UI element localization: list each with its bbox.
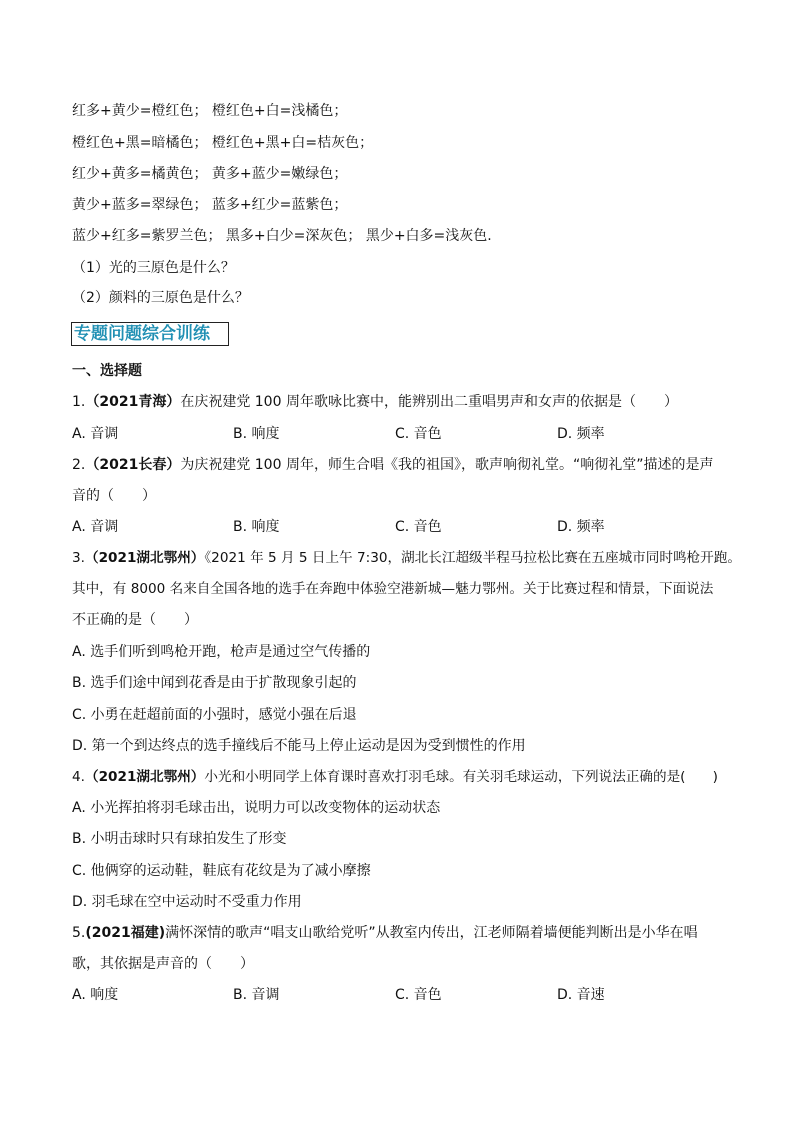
section-title-box: [71, 322, 229, 346]
q2-option-c: C. 音色: [395, 519, 442, 535]
q3-option-b: B. 选手们途中闻到花香是由于扩散现象引起的: [72, 675, 357, 691]
question-source: （2021长春）: [85, 457, 181, 473]
question-number: 4.: [72, 769, 85, 785]
q5-option-a: A. 响度: [72, 987, 119, 1003]
question-source: （2021湖北鄂州）: [84, 769, 205, 785]
q4-option-d: D. 羽毛球在空中运动时不受重力作用: [72, 894, 302, 910]
q1-option-d: D. 频率: [557, 426, 605, 442]
q5-option-c: C. 音色: [395, 987, 442, 1003]
question-text: 满怀深情的歌声“唱支山歌给党听”从教室内传出，江老师隔着墙便能判断出是小华在唱: [165, 925, 698, 941]
intro-line-3: 红少+黄多=橘黄色； 黄多+蓝少=嫩绿色；: [72, 166, 348, 182]
question-number: 2.: [72, 457, 86, 473]
question-source: （2021青海）: [85, 394, 181, 410]
question-number: 1.: [72, 394, 86, 410]
question-text: 在庆祝建党 100 周年歌咏比赛中，能辨别出二重唱男声和女声的依据是（ ）: [180, 394, 678, 410]
q1-option-c: C. 音色: [395, 426, 442, 442]
intro-question-1: （1）光的三原色是什么？: [72, 260, 235, 276]
q4-option-c: C. 他俩穿的运动鞋，鞋底有花纹是为了减小摩擦: [72, 863, 371, 879]
q2-option-a: A. 音调: [72, 519, 119, 535]
intro-question-2: （2）颜料的三原色是什么？: [72, 290, 249, 306]
q1-option-a: A. 音调: [72, 426, 119, 442]
question-text: 小光和小明同学上体育课时喜欢打羽毛球。有关羽毛球运动，下列说法正确的是( ): [204, 769, 718, 785]
intro-line-1: 红多+黄少=橙红色； 橙红色+白=浅橘色；: [72, 103, 348, 119]
intro-line-2: 橙红色+黑=暗橘色； 橙红色+黑+白=桔灰色；: [72, 135, 374, 151]
question-4: [72, 767, 718, 787]
q4-option-a: A. 小光挥拍将羽毛球击出，说明力可以改变物体的运动状态: [72, 800, 441, 816]
q3-option-d: D. 第一个到达终点的选手撞线后不能马上停止运动是因为受到惯性的作用: [72, 738, 526, 754]
question-3-cont-2: 不正确的是（ ）: [72, 612, 198, 628]
q5-option-b: B. 音调: [233, 987, 280, 1003]
q3-option-a: A. 选手们听到鸣枪开跑，枪声是通过空气传播的: [72, 644, 371, 660]
question-text: 为庆祝建党 100 周年，师生合唱《我的祖国》，歌声响彻礼堂。“响彻礼堂”描述的是声: [180, 457, 714, 473]
question-number: 3.: [72, 550, 85, 566]
question-3: [72, 548, 741, 568]
question-2-cont: 音的（ ）: [72, 488, 156, 504]
question-5-cont: 歌，其依据是声音的（ ）: [72, 956, 254, 972]
question-5: [72, 923, 698, 943]
section-title: 专题问题综合训练: [74, 324, 210, 344]
q3-option-c: C. 小勇在赶超前面的小强时，感觉小强在后退: [72, 707, 357, 723]
question-text: 《2021 年 5 月 5 日上午 7:30，湖北长江超级半程马拉松比赛在五座城市同时鸣枪开跑。: [204, 550, 741, 566]
q5-option-d: D. 音速: [557, 987, 605, 1003]
question-2: [72, 455, 713, 475]
question-1: [72, 392, 678, 412]
intro-line-5: 蓝少+红多=紫罗兰色； 黑多+白少=深灰色； 黑少+白多=浅灰色.: [72, 228, 492, 244]
question-3-cont-1: 其中，有 8000 名来自全国各地的选手在奔跑中体验空港新城—魅力鄂州。关于比赛过程和情景，下面说法: [72, 581, 714, 597]
question-number: 5.: [72, 925, 86, 941]
q2-option-b: B. 响度: [233, 519, 280, 535]
intro-line-4: 黄少+蓝多=翠绿色； 蓝多+红少=蓝紫色；: [72, 197, 348, 213]
q2-option-d: D. 频率: [557, 519, 605, 535]
question-source: （2021湖北鄂州）: [84, 550, 205, 566]
q1-option-b: B. 响度: [233, 426, 280, 442]
section-subheading: 一、选择题: [72, 363, 142, 379]
question-source: (2021福建): [85, 925, 166, 941]
q4-option-b: B. 小明击球时只有球拍发生了形变: [72, 831, 287, 847]
